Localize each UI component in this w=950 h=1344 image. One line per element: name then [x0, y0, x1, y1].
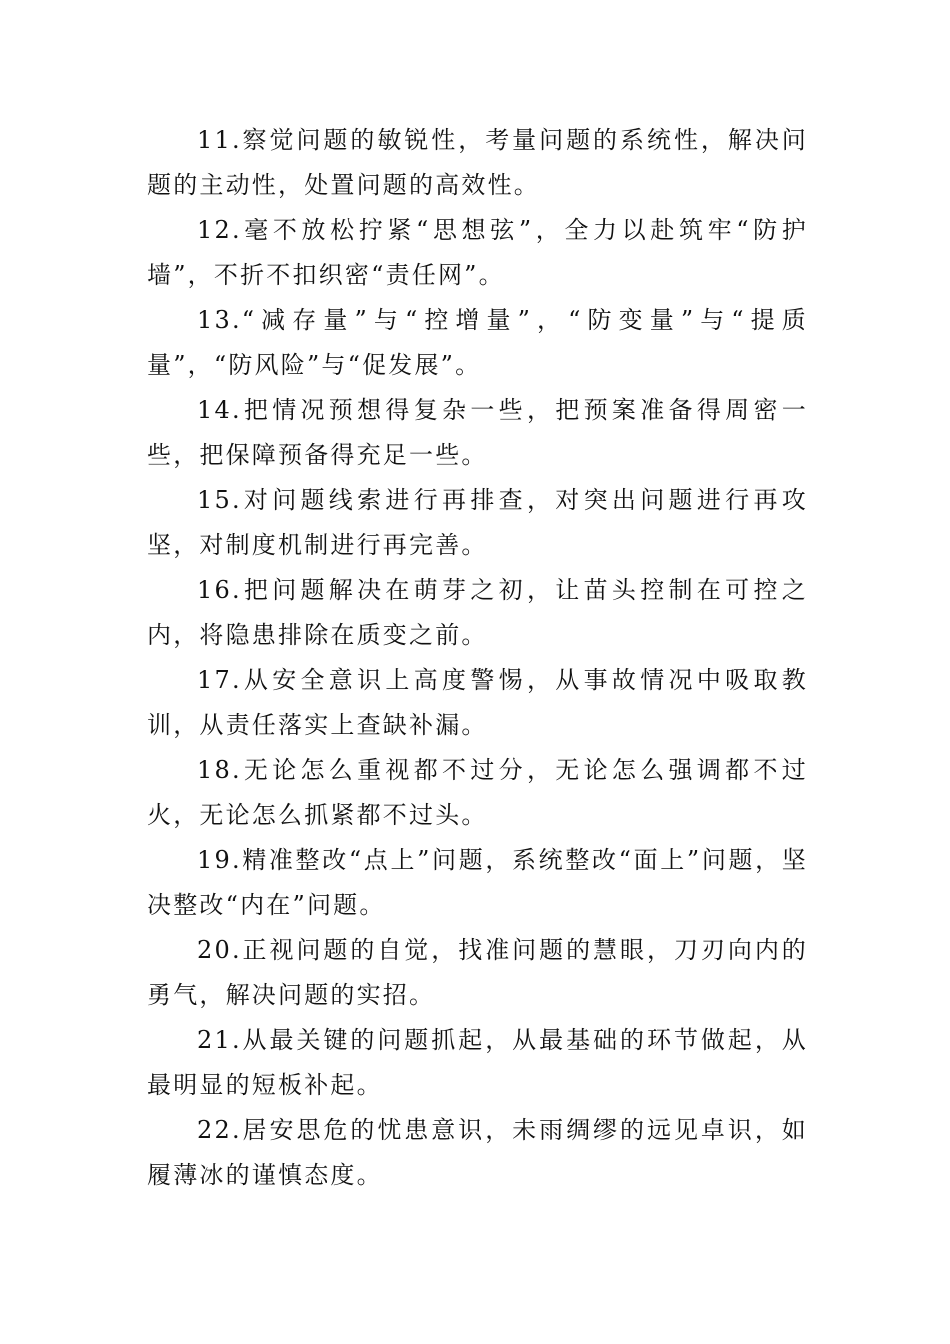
paragraph-12: 12.毫不放松拧紧“思想弦”，全力以赴筑牢“防护墙”，不折不扣织密“责任网”。 [147, 216, 808, 289]
paragraph-16: 16.把问题解决在萌芽之初，让苗头控制在可控之内，将隐患排除在质变之前。 [147, 576, 808, 649]
paragraph-21: 21.从最关键的问题抓起，从最基础的环节做起，从最明显的短板补起。 [147, 1026, 808, 1099]
paragraph-13: 13.“减存量”与“控增量”，“防变量”与“提质量”，“防风险”与“促发展”。 [147, 306, 808, 379]
paragraph-19: 19.精准整改“点上”问题，系统整改“面上”问题，坚决整改“内在”问题。 [147, 846, 808, 919]
paragraph-17: 17.从安全意识上高度警惕，从事故情况中吸取教训，从责任落实上查缺补漏。 [147, 666, 808, 739]
paragraph-18: 18.无论怎么重视都不过分，无论怎么强调都不过火，无论怎么抓紧都不过头。 [147, 756, 808, 829]
paragraph-11: 11.察觉问题的敏锐性，考量问题的系统性，解决问题的主动性，处置问题的高效性。 [147, 126, 808, 199]
paragraph-14: 14.把情况预想得复杂一些，把预案准备得周密一些，把保障预备得充足一些。 [147, 396, 808, 469]
paragraph-20: 20.正视问题的自觉，找准问题的慧眼，刀刃向内的勇气，解决问题的实招。 [147, 936, 808, 1009]
document-body [147, 118, 808, 1198]
paragraph-22: 22.居安思危的忧患意识，未雨绸缪的远见卓识，如履薄冰的谨慎态度。 [147, 1116, 808, 1189]
paragraph-15: 15.对问题线索进行再排查，对突出问题进行再攻坚，对制度机制进行再完善。 [147, 486, 808, 559]
